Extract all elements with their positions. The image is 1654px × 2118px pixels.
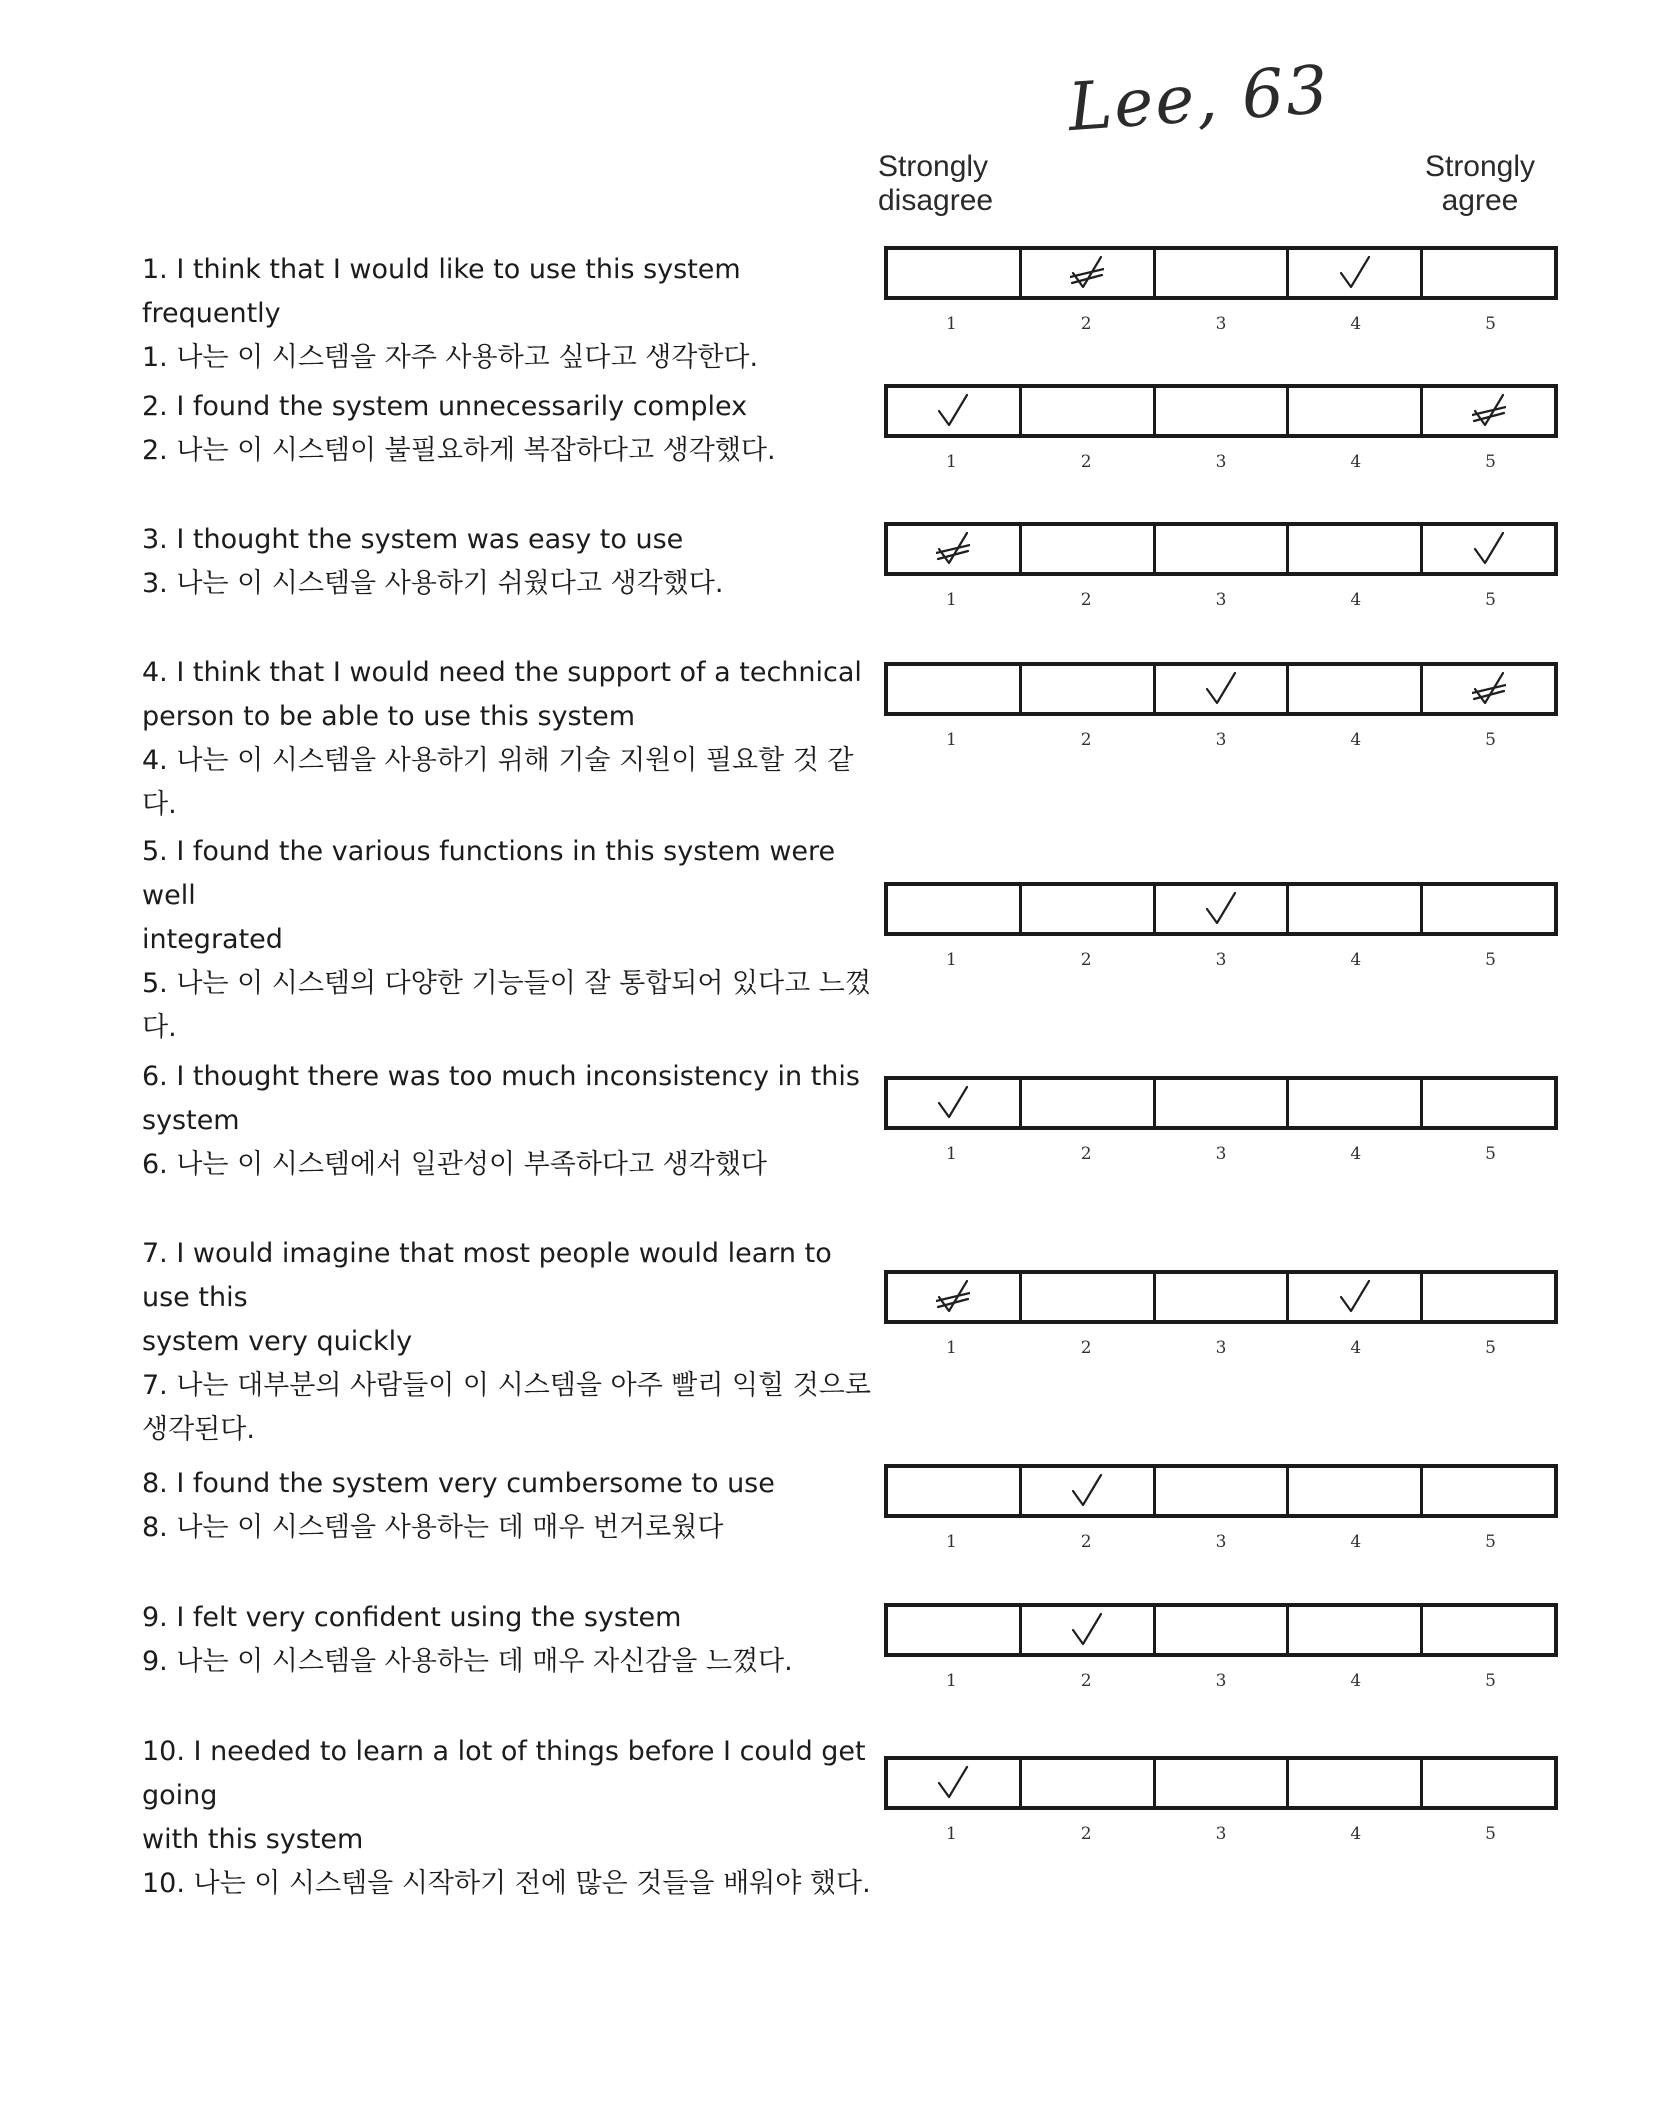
scale-number: 4 xyxy=(1350,1144,1362,1164)
rating-scale xyxy=(884,1270,1558,1324)
check-mark-icon xyxy=(1472,529,1506,569)
rating-box-2[interactable] xyxy=(1022,250,1156,296)
scale-number: 1 xyxy=(945,1824,957,1844)
rating-box-3[interactable] xyxy=(1156,886,1290,932)
scale-numbers xyxy=(884,590,1558,610)
question-text xyxy=(142,1596,882,1684)
rating-box-1[interactable] xyxy=(888,666,1022,712)
rating-box-5[interactable] xyxy=(1423,1607,1554,1653)
scale-number: 1 xyxy=(945,452,957,472)
rating-box-1[interactable] xyxy=(888,1607,1022,1653)
question-text-line: 다. xyxy=(142,1012,177,1043)
scale-numbers xyxy=(884,452,1558,472)
scale-numbers xyxy=(884,950,1558,970)
question-text xyxy=(142,248,882,380)
rating-box-4[interactable] xyxy=(1289,1274,1423,1320)
scale-number: 1 xyxy=(945,730,957,750)
scale-number: 4 xyxy=(1350,590,1362,610)
question-text-line: 3. 나는 이 시스템을 사용하기 쉬웠다고 생각했다. xyxy=(142,568,724,599)
scale-number: 1 xyxy=(945,1144,957,1164)
scale-number: 2 xyxy=(1080,1338,1092,1358)
rating-box-2[interactable] xyxy=(1022,1607,1156,1653)
rating-box-2[interactable] xyxy=(1022,388,1156,434)
scale-number: 4 xyxy=(1350,1338,1362,1358)
rating-box-3[interactable] xyxy=(1156,1274,1290,1320)
rating-scale xyxy=(884,522,1558,576)
crossed-out-check-icon xyxy=(1472,669,1506,709)
scale-number: 5 xyxy=(1485,314,1496,334)
rating-box-3[interactable] xyxy=(1156,666,1290,712)
scale-number: 1 xyxy=(945,1338,957,1358)
rating-box-3[interactable] xyxy=(1156,1468,1290,1514)
rating-box-5[interactable] xyxy=(1423,1468,1554,1514)
scale-number: 3 xyxy=(1215,1338,1227,1358)
check-mark-icon xyxy=(1070,1610,1104,1650)
question-text-line: system very quickly xyxy=(142,1326,413,1357)
scale-number: 1 xyxy=(945,1671,957,1691)
question-text-line: integrated xyxy=(142,924,283,955)
scale-number: 4 xyxy=(1350,1671,1362,1691)
scale-numbers xyxy=(884,1671,1558,1691)
rating-box-2[interactable] xyxy=(1022,886,1156,932)
rating-box-5[interactable] xyxy=(1423,388,1554,434)
scale-number: 5 xyxy=(1485,950,1496,970)
rating-scale xyxy=(884,1603,1558,1657)
question-text-line: with this system xyxy=(142,1824,364,1855)
scale-number: 3 xyxy=(1215,590,1227,610)
scale-number: 4 xyxy=(1350,452,1362,472)
scale-number: 3 xyxy=(1215,314,1227,334)
rating-box-2[interactable] xyxy=(1022,1760,1156,1806)
rating-box-2[interactable] xyxy=(1022,1468,1156,1514)
scale-number: 1 xyxy=(945,590,957,610)
scale-number: 2 xyxy=(1080,950,1092,970)
scale-number: 2 xyxy=(1080,314,1092,334)
rating-box-3[interactable] xyxy=(1156,250,1290,296)
scale-numbers xyxy=(884,314,1558,334)
rating-box-2[interactable] xyxy=(1022,1274,1156,1320)
rating-scale xyxy=(884,1756,1558,1810)
scale-number: 5 xyxy=(1485,1824,1496,1844)
rating-box-4[interactable] xyxy=(1289,1607,1423,1653)
question-text xyxy=(142,1730,882,1906)
rating-box-1[interactable] xyxy=(888,526,1022,572)
scale-numbers xyxy=(884,1824,1558,1844)
rating-box-1[interactable] xyxy=(888,388,1022,434)
scale-number: 5 xyxy=(1485,1671,1496,1691)
crossed-out-check-icon xyxy=(1070,253,1104,293)
question-text xyxy=(142,1232,882,1452)
question-text xyxy=(142,518,882,606)
rating-box-4[interactable] xyxy=(1289,1760,1423,1806)
rating-box-4[interactable] xyxy=(1289,388,1423,434)
scale-number: 5 xyxy=(1485,452,1496,472)
scale-number: 5 xyxy=(1485,1532,1496,1552)
rating-box-5[interactable] xyxy=(1423,1080,1554,1126)
check-mark-icon xyxy=(936,391,970,431)
rating-box-5[interactable] xyxy=(1423,1760,1554,1806)
question-text-line: 7. I would imagine that most people would learn to use this xyxy=(142,1238,832,1313)
rating-box-2[interactable] xyxy=(1022,1080,1156,1126)
scale-number: 4 xyxy=(1350,314,1362,334)
question-text-line: 4. I think that I would need the support of a technical xyxy=(142,657,862,688)
scale-numbers xyxy=(884,1144,1558,1164)
question-text-line: 생각된다. xyxy=(142,1414,255,1445)
scale-number: 4 xyxy=(1350,1824,1362,1844)
question-text xyxy=(142,651,882,827)
rating-box-1[interactable] xyxy=(888,886,1022,932)
scale-numbers xyxy=(884,1532,1558,1552)
rating-box-3[interactable] xyxy=(1156,388,1290,434)
question-text-line: 2. I found the system unnecessarily complex xyxy=(142,391,748,422)
question-text-line: 4. 나는 이 시스템을 사용하기 위해 기술 지원이 필요할 것 같다. xyxy=(142,745,854,820)
scale-number: 2 xyxy=(1080,1671,1092,1691)
scale-number: 4 xyxy=(1350,1532,1362,1552)
crossed-out-check-icon xyxy=(936,1277,970,1317)
check-mark-icon xyxy=(1204,669,1238,709)
rating-box-5[interactable] xyxy=(1423,526,1554,572)
question-text xyxy=(142,1462,882,1550)
scale-number: 1 xyxy=(945,950,957,970)
scale-number: 1 xyxy=(945,1532,957,1552)
scale-label-line: Strongly xyxy=(1424,150,1536,183)
scale-number: 3 xyxy=(1215,452,1227,472)
scale-label-line: Strongly xyxy=(878,150,989,183)
handwritten-respondent-note: Lee, 63 xyxy=(1065,50,1333,147)
scale-number: 3 xyxy=(1215,950,1227,970)
rating-box-3[interactable] xyxy=(1156,526,1290,572)
question-text xyxy=(142,1055,882,1187)
question-text-line: 5. 나는 이 시스템의 다양한 기능들이 잘 통합되어 있다고 느꼈 xyxy=(142,968,871,999)
question-text-line: 8. I found the system very cumbersome to use xyxy=(142,1468,775,1499)
rating-box-5[interactable] xyxy=(1423,666,1554,712)
scale-number: 4 xyxy=(1350,950,1362,970)
rating-box-4[interactable] xyxy=(1289,666,1423,712)
rating-box-3[interactable] xyxy=(1156,1080,1290,1126)
scale-label-strongly-disagree xyxy=(878,150,993,218)
question-text-line: 9. 나는 이 시스템을 사용하는 데 매우 자신감을 느꼈다. xyxy=(142,1646,793,1677)
check-mark-icon xyxy=(1338,1277,1372,1317)
rating-box-5[interactable] xyxy=(1423,1274,1554,1320)
rating-box-3[interactable] xyxy=(1156,1760,1290,1806)
scale-number: 2 xyxy=(1080,452,1092,472)
check-mark-icon xyxy=(936,1763,970,1803)
rating-box-1[interactable] xyxy=(888,1760,1022,1806)
scale-number: 5 xyxy=(1485,590,1496,610)
rating-scale xyxy=(884,1076,1558,1130)
question-text xyxy=(142,385,882,473)
question-text-line: 6. I thought there was too much inconsistency in this xyxy=(142,1061,860,1092)
scale-label-line: agree xyxy=(1441,184,1519,217)
rating-box-2[interactable] xyxy=(1022,666,1156,712)
question-text-line: 1. 나는 이 시스템을 자주 사용하고 싶다고 생각한다. xyxy=(142,342,759,373)
scale-number: 1 xyxy=(945,314,957,334)
scale-number: 2 xyxy=(1080,730,1092,750)
rating-scale xyxy=(884,246,1558,300)
check-mark-icon xyxy=(1204,889,1238,929)
rating-box-4[interactable] xyxy=(1289,526,1423,572)
question-text-line: 10. I needed to learn a lot of things before I could get going xyxy=(142,1736,866,1811)
scale-number: 3 xyxy=(1215,1144,1227,1164)
rating-scale xyxy=(884,662,1558,716)
rating-scale xyxy=(884,1464,1558,1518)
rating-box-3[interactable] xyxy=(1156,1607,1290,1653)
scale-number: 5 xyxy=(1485,1338,1496,1358)
scale-number: 3 xyxy=(1215,1824,1227,1844)
scale-number: 2 xyxy=(1080,1144,1092,1164)
question-text-line: 8. 나는 이 시스템을 사용하는 데 매우 번거로웠다 xyxy=(142,1512,724,1543)
rating-box-4[interactable] xyxy=(1289,1080,1423,1126)
check-mark-icon xyxy=(1338,253,1372,293)
crossed-out-check-icon xyxy=(1472,391,1506,431)
check-mark-icon xyxy=(936,1083,970,1123)
rating-box-1[interactable] xyxy=(888,250,1022,296)
scale-label-strongly-agree xyxy=(1410,150,1550,218)
question-text-line: 10. 나는 이 시스템을 시작하기 전에 많은 것들을 배워야 했다. xyxy=(142,1868,871,1899)
scale-number: 2 xyxy=(1080,1824,1092,1844)
rating-box-1[interactable] xyxy=(888,1080,1022,1126)
question-text-line: system xyxy=(142,1105,240,1136)
question-text xyxy=(142,830,882,1050)
rating-box-5[interactable] xyxy=(1423,250,1554,296)
rating-box-1[interactable] xyxy=(888,1468,1022,1514)
scale-number: 3 xyxy=(1215,730,1227,750)
rating-box-5[interactable] xyxy=(1423,886,1554,932)
question-text-line: 5. I found the various functions in this system were well xyxy=(142,836,836,911)
question-text-line: 9. I felt very confident using the system xyxy=(142,1602,682,1633)
rating-box-4[interactable] xyxy=(1289,1468,1423,1514)
rating-scale xyxy=(884,882,1558,936)
scale-number: 5 xyxy=(1485,730,1496,750)
question-text-line: 1. I think that I would like to use this system frequently xyxy=(142,254,741,329)
scale-number: 2 xyxy=(1080,590,1092,610)
check-mark-icon xyxy=(1070,1471,1104,1511)
scale-label-line: disagree xyxy=(878,184,994,217)
question-text-line: 3. I thought the system was easy to use xyxy=(142,524,684,555)
rating-scale xyxy=(884,384,1558,438)
scale-number: 2 xyxy=(1080,1532,1092,1552)
rating-box-4[interactable] xyxy=(1289,886,1423,932)
scale-number: 4 xyxy=(1350,730,1362,750)
scale-number: 3 xyxy=(1215,1671,1227,1691)
scale-numbers xyxy=(884,1338,1558,1358)
crossed-out-check-icon xyxy=(936,529,970,569)
rating-box-2[interactable] xyxy=(1022,526,1156,572)
question-text-line: 6. 나는 이 시스템에서 일관성이 부족하다고 생각했다 xyxy=(142,1149,767,1180)
question-text-line: person to be able to use this system xyxy=(142,701,636,732)
rating-box-4[interactable] xyxy=(1289,250,1423,296)
question-text-line: 7. 나는 대부분의 사람들이 이 시스템을 아주 빨리 익힐 것으로 xyxy=(142,1370,871,1401)
scale-numbers xyxy=(884,730,1558,750)
scale-number: 3 xyxy=(1215,1532,1227,1552)
scale-number: 5 xyxy=(1485,1144,1496,1164)
rating-box-1[interactable] xyxy=(888,1274,1022,1320)
question-text-line: 2. 나는 이 시스템이 불필요하게 복잡하다고 생각했다. xyxy=(142,435,776,466)
